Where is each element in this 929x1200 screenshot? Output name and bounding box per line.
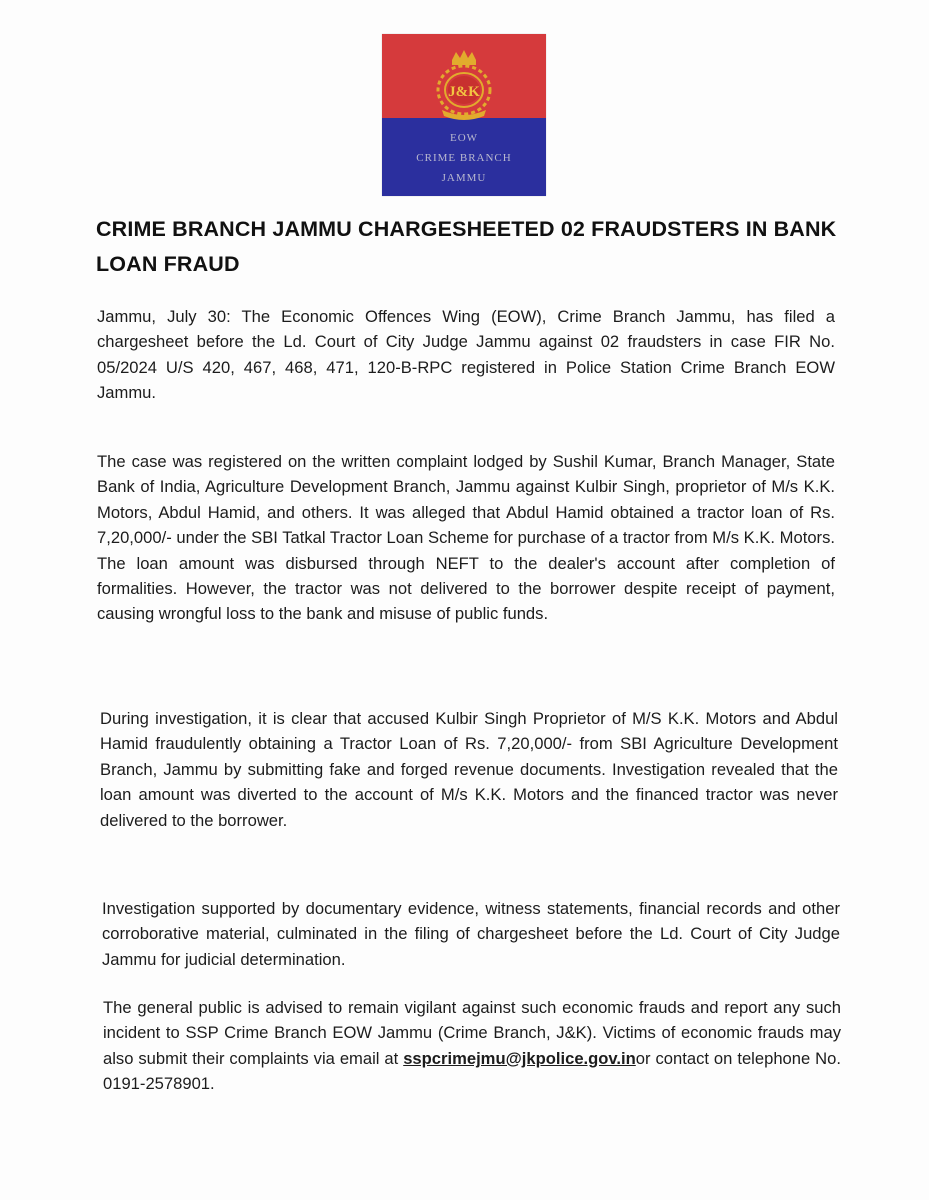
paragraph-investigation: During investigation, it is clear that accused Kulbir Singh Proprietor of M/S K.K. Motors and Abdul Hamid fraudulently obtaining a Tractor Loan of Rs. 7,20,000/- from SBI Agriculture Development Branch, Jammu by submitting fake and forged revenue documents. Investigation revealed that the loan amount was diverted to the account of M/s K.K. Motors and the financed tractor was never delivered to the borrower.: [100, 709, 838, 830]
advisory-text: The general public is advised to remain vigilant against such economic frauds and report any such incident to SSP Crime Branch EOW Jammu (Crime Branch, J&K). Victims of economic frauds may also submit their complaints via email at: [103, 998, 841, 1068]
press-release-headline: CRIME BRANCH JAMMU CHARGESHEETED 02 FRAUDSTERS IN BANK LOAN FRAUD: [96, 217, 837, 276]
logo-line-crime-branch: CRIME BRANCH: [416, 152, 512, 164]
paragraph-evidence: Investigation supported by documentary evidence, witness statements, financial records and other corroborative material, culminated in the filing of chargesheet before the Ld. Court of City Judge Jammu for judicial determination.: [102, 899, 840, 969]
logo-line-eow: EOW: [449, 132, 479, 144]
paragraph-case-details: The case was registered on the written complaint lodged by Sushil Kumar, Branch Manager, State Bank of India, Agriculture Development Branch, Jammu against Kulbir Singh, proprietor of M/s K.K. Motors, Abdul Hamid, and others. It was alleged that Abdul Hamid obtained a tractor loan of Rs. 7,20,000/- under the SBI Tatkal Tractor Loan Scheme for purchase of a tractor from M/s K.K. Motors. The loan amount was disbursed through NEFT to the dealer's account after completion of formalities. However, the tractor was not delivered to the borrower despite receipt of payment, causing wrongful loss to the bank and misuse of public funds.: [97, 452, 835, 624]
advisory-contact-text: or contact on telephone No. 0191-2578901.: [103, 1048, 841, 1094]
jk-police-emblem-icon: [424, 46, 504, 126]
complaint-email-link[interactable]: sspcrimejmu@jkpolice.gov.in: [403, 1048, 636, 1068]
logo-line-jammu: JAMMU: [441, 172, 487, 184]
paragraph-intro: Jammu, July 30: The Economic Offences Wing (EOW), Crime Branch Jammu, has filed a chargesheet before the Ld. Court of City Judge Jammu against 02 fraudsters in case FIR No. 05/2024 U/S 420, 467, 468, 471, 120-B-RPC registered in Police Station Crime Branch EOW Jammu.: [97, 307, 835, 403]
logo-emblem-text: J&K: [448, 84, 480, 100]
eow-crime-branch-logo: [382, 34, 546, 196]
paragraph-public-advisory: [103, 995, 841, 1097]
